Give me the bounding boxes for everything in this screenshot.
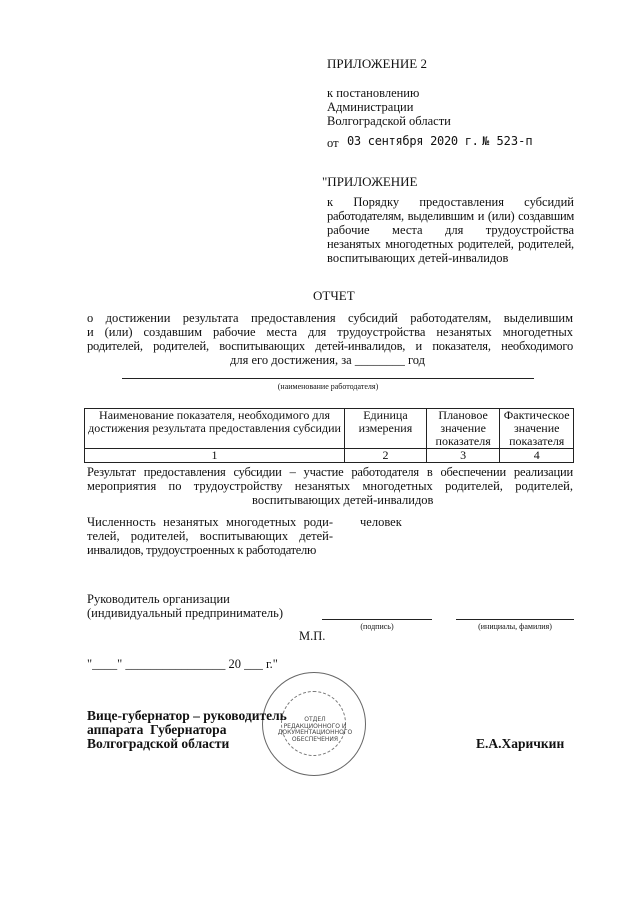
report-line-3: родителей, родителей, воспитывающих детей-инвалидов, и показателя, необходимого bbox=[87, 339, 573, 353]
official-position-line-3: Волгоградской области bbox=[87, 736, 230, 751]
col-number-2: 2 bbox=[345, 449, 427, 463]
table-header-row bbox=[85, 409, 574, 449]
appendix-title: ПРИЛОЖЕНИЕ 2 bbox=[327, 56, 427, 71]
result-last-line: воспитывающих детей-инвалидов bbox=[252, 493, 434, 507]
annex-line-3: рабочие места для трудоустройства bbox=[327, 223, 574, 237]
official-name: Е.А.Харичкин bbox=[476, 736, 565, 751]
name-line bbox=[456, 619, 574, 620]
indicator-line-3: инвалидов, трудоустроенных к работодателю bbox=[87, 543, 317, 557]
appendix-number: № 523-п bbox=[482, 134, 533, 148]
name-caption: (инициалы, фамилия) bbox=[478, 622, 552, 631]
indicator-unit: человек bbox=[360, 515, 402, 529]
header-indicator-name: Наименование показателя, необходимого для достижения результата предоставления субсидии bbox=[85, 409, 345, 449]
report-title: ОТЧЕТ bbox=[313, 288, 355, 303]
employer-name-line bbox=[122, 378, 534, 379]
indicator-table bbox=[84, 408, 574, 463]
signature-caption: (подпись) bbox=[360, 622, 394, 631]
stamp-line-1: ОТДЕЛ bbox=[304, 716, 326, 723]
stamp-line-4: ОБЕСПЕЧЕНИЯ bbox=[291, 735, 339, 743]
col-number-1: 1 bbox=[85, 449, 345, 463]
table-number-row bbox=[85, 449, 574, 463]
annex-title: "ПРИЛОЖЕНИЕ bbox=[322, 174, 418, 189]
employer-caption: (наименование работодателя) bbox=[277, 382, 379, 391]
appendix-line-1: к постановлению bbox=[327, 86, 420, 100]
head-title-line-1: Руководитель организации bbox=[87, 592, 230, 606]
indicator-line-2: телей, родителей, воспитывающих детей- bbox=[87, 529, 333, 543]
appendix-line-3: Волгоградской области bbox=[327, 114, 451, 128]
head-title-line-2: (индивидуальный предприниматель) bbox=[87, 606, 283, 620]
header-unit: Единица измерения bbox=[345, 409, 427, 449]
annex-line-5: воспитывающих детей-инвалидов bbox=[327, 251, 509, 265]
date-line: "____" ________________ 20 ___ г." bbox=[87, 657, 278, 671]
annex-line-2: работодателям, выделившим и (или) создавшим bbox=[327, 209, 574, 223]
report-last-line: для его достижения, за ________ год bbox=[230, 353, 426, 367]
annex-line-1: к Порядку предоставления субсидий bbox=[327, 195, 574, 209]
header-actual: Фактическое значение показателя bbox=[500, 409, 574, 449]
stamp-line-3: ДОКУМЕНТАЦИОННОГО bbox=[277, 729, 353, 736]
seal-place-label: М.П. bbox=[299, 629, 326, 643]
col-number-3: 3 bbox=[426, 449, 500, 463]
col-number-4: 4 bbox=[500, 449, 574, 463]
header-planned: Плановое значение показателя bbox=[426, 409, 500, 449]
stamp-seal bbox=[262, 672, 366, 776]
report-line-2: и (или) создавшим рабочие места для трудоустройства незанятых многодетных bbox=[87, 325, 573, 339]
result-line-1: Результат предоставления субсидии – участие работодателя в обеспечении реализации bbox=[87, 465, 573, 479]
annex-line-4: незанятых многодетных родителей, родителей, bbox=[327, 237, 574, 251]
appendix-date-value: 03 сентября 2020 г. bbox=[347, 134, 479, 148]
appendix-line-2: Администрации bbox=[327, 100, 414, 114]
indicator-line-1: Численность незанятых многодетных роди- bbox=[87, 515, 333, 529]
signature-line bbox=[322, 619, 432, 620]
appendix-date-prefix: от bbox=[327, 136, 339, 150]
official-position-line-2: аппарата Губернатора bbox=[87, 722, 227, 737]
report-line-1: о достижении результата предоставления субсидий работодателям, выделившим bbox=[87, 311, 573, 325]
stamp-line-2: РЕДАКЦИОННОГО И bbox=[283, 722, 347, 730]
result-line-2: мероприятия по трудоустройству незанятых многодетных родителей, родителей, bbox=[87, 479, 573, 493]
official-position-line-1: Вице-губернатор – руководитель bbox=[87, 708, 287, 723]
